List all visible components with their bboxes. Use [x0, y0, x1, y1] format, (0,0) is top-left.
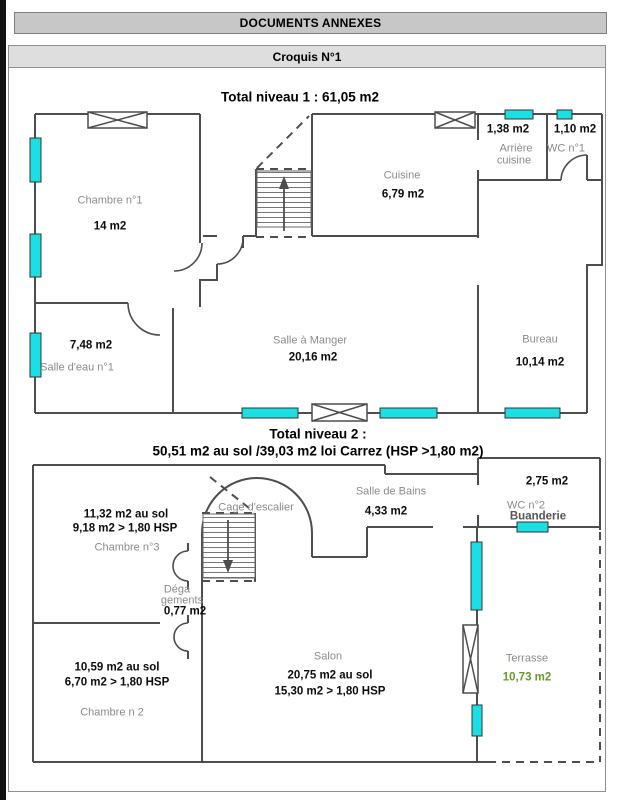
room-name-chambre2: Chambre n 2	[80, 706, 144, 719]
room-name-degagements-line2: gements	[160, 594, 204, 607]
level1-walls	[35, 114, 602, 413]
room-area-wc1: 1,10 m2	[553, 123, 597, 136]
room-name-wc2: WC n°2	[506, 499, 546, 512]
room-name-buanderie: Buanderie	[509, 510, 567, 523]
room-area-hsp-chambre2: 6,70 m2 > 1,80 HSP	[64, 676, 170, 689]
level2-plan	[33, 458, 600, 762]
room-area-terrasse: 10,73 m2	[502, 671, 552, 684]
level2-door-arcs	[173, 551, 188, 651]
room-name-wc1: WC n°1	[546, 142, 586, 155]
room-name-chambre1: Chambre n°1	[77, 194, 143, 207]
level2-walls	[33, 458, 600, 762]
room-area-sol-chambre2: 10,59 m2 au sol	[74, 661, 160, 674]
room-name-salle-eau1: Salle d'eau n°1	[40, 361, 114, 374]
window-marker	[517, 522, 548, 532]
room-area-sol-chambre3: 11,32 m2 au sol	[83, 508, 169, 521]
level1-windows	[30, 110, 572, 418]
room-area-degagements: 0,77 m2	[163, 605, 207, 618]
window-marker	[380, 408, 437, 418]
room-name-cuisine: Cuisine	[383, 169, 421, 182]
window-marker	[242, 408, 298, 418]
room-name-bureau: Bureau	[522, 333, 558, 346]
window-marker	[30, 234, 41, 277]
level2-windows	[471, 522, 548, 736]
crossed-opening-icon	[88, 112, 147, 128]
croquis-title: Croquis N°1	[272, 49, 342, 64]
window-marker	[505, 110, 533, 119]
banner-title: DOCUMENTS ANNEXES	[239, 16, 382, 30]
window-marker	[30, 138, 41, 182]
crossed-opening-icon	[463, 625, 478, 693]
room-area-hsp-salon: 15,30 m2 > 1,80 HSP	[274, 685, 386, 698]
floor-plan-drawing	[8, 67, 605, 790]
room-area-wc2: 2,75 m2	[525, 475, 569, 488]
room-area-arriere-cuisine: 1,38 m2	[486, 123, 530, 136]
room-area-sol-salon: 20,75 m2 au sol	[287, 669, 373, 682]
room-name-salle-a-manger: Salle à Manger	[273, 334, 347, 347]
level2-title-line1: Total niveau 2 :	[269, 426, 367, 442]
documents-annexes-banner	[14, 12, 607, 34]
level2-title-line2: 50,51 m2 au sol /39,03 m2 loi Carrez (HSP >1,80 m2)	[152, 443, 484, 459]
crossed-opening-icon	[435, 112, 475, 128]
room-area-hsp-chambre3: 9,18 m2 > 1,80 HSP	[72, 522, 178, 535]
window-marker	[472, 705, 482, 736]
window-marker	[471, 542, 482, 610]
window-marker	[557, 110, 572, 119]
level1-crossed-openings	[88, 112, 475, 421]
level2-dashed-lines	[202, 477, 600, 762]
room-name-arriere-cuisine-line1: Arrière	[499, 142, 533, 155]
level1-plan	[35, 114, 602, 413]
room-area-salle-eau1: 7,48 m2	[69, 339, 113, 352]
croquis-header	[9, 46, 605, 68]
room-area-salle-a-manger: 20,16 m2	[288, 351, 338, 364]
room-area-bureau: 10,14 m2	[515, 356, 565, 369]
room-name-terrasse: Terrasse	[505, 652, 549, 665]
window-marker	[505, 408, 560, 418]
level1-title: Total niveau 1 : 61,05 m2	[220, 89, 380, 105]
room-name-degagements-line1: Déga	[163, 583, 191, 596]
crossed-opening-icon	[312, 404, 367, 421]
room-name-arriere-cuisine-line2: cuisine	[496, 154, 532, 167]
room-name-cage-escalier: Cage d'escalier	[218, 501, 294, 514]
room-name-chambre3: Chambre n°3	[94, 541, 160, 554]
room-name-salon: Salon	[313, 650, 343, 663]
window-marker	[30, 333, 41, 377]
page-edge-strip	[0, 0, 6, 800]
room-area-cuisine: 6,79 m2	[381, 188, 425, 201]
room-area-chambre1: 14 m2	[93, 220, 127, 233]
level1-door-arcs	[128, 155, 587, 335]
room-name-salle-de-bains: Salle de Bains	[355, 485, 427, 498]
room-area-salle-de-bains: 4,33 m2	[364, 505, 408, 518]
